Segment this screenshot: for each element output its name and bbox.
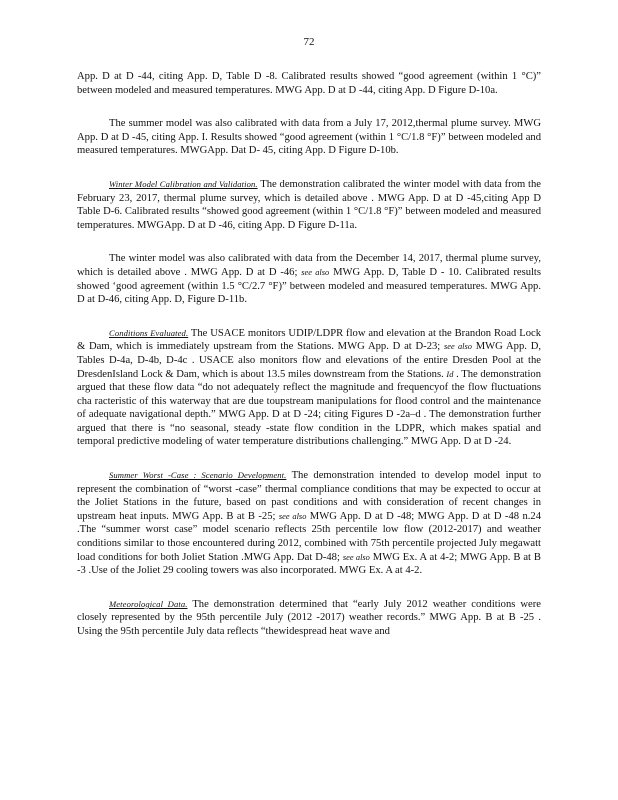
document-body — [77, 70, 541, 659]
paragraph-4 — [77, 252, 541, 306]
paragraph-5 — [77, 327, 541, 449]
citation-signal: see also — [301, 267, 330, 277]
paragraph-5-text-c: . The demonstration argued that these flow data “do not adequately reflect the magnitude and frequencyof the flow fluctuations cha racteristic of this waterway that are due toupstream manipulations for flood control and the maintenance of adequate navigational depth.” MWG App. D at D -24; citing Figures D -2a–d . The demonstration further argued that there is “no seasonal, steady -state flow condition in the LDPR, which makes spatial and temporal predictive modeling of water temperature distributions challenging.” MWG App. D at D -24. — [77, 368, 541, 448]
section-heading-winter-calibration: Winter Model Calibration and Validation. — [109, 178, 258, 189]
section-heading-meteorological: Meteorological Data. — [109, 598, 188, 609]
paragraph-6-text-b: MWG App. D at D -48; MWG App. D at D -48 n.24 .The “summer worst case” model scenario reflects 25th percentile low flow (2012-2017) and weather conditions similar to those encountered during 2012, combined with 75th percentile projected July megawatt load conditions for both Joliet Station .MWG App. Dat D-48; — [77, 510, 541, 563]
citation-signal: Id — [446, 369, 454, 379]
paragraph-7 — [77, 598, 541, 639]
paragraph-5-text-a: The USACE monitors UDIP/LDPR flow and elevation at the Brandon Road Lock & Dam, which is immediately upstream from the Stations. MWG App. D at D-23; — [77, 327, 541, 353]
paragraph-6-text-c: MWG Ex. A at 4-2; MWG App. B at B -3 .Use of the Joliet 29 cooling towers was also incorporated. MWG Ex. A at 4-2. — [77, 551, 541, 577]
page-number: 72 — [303, 36, 315, 48]
paragraph-5-text-b: MWG App. D, Tables D-4a, D-4b, D-4c . USACE also monitors flow and elevations of the entire Dresden Pool at the DresdenIsland Lock & Dam, which is about 13.5 miles downstream from the Stations. — [77, 341, 542, 380]
section-heading-worst-case: Summer Worst -Case : Scenario Development. — [109, 470, 287, 481]
paragraph-4-text-a: The winter model was also calibrated with data from the December 14, 2017, thermal plume survey, which is detailed above . MWG App. D at D -46; — [77, 253, 541, 278]
citation-signal: see also — [342, 552, 370, 562]
paragraph-1: App. D at D -44, citing App. D, Table D -8. Calibrated results showed “good agreement (within 1 °C)” between modeled and measured temperatures. MWG App. D at D -44, citing App. D Figure D-10a. — [77, 71, 541, 96]
paragraph-3 — [77, 178, 541, 232]
paragraph-7-text: The demonstration determined that “early July 2012 weather conditions were closely represented by the 95th percentile July (2012 -2017) weather records.” MWG App. B at B -25 . Using the 95th percentile July data reflects “thewidespread heat wave and — [77, 598, 541, 637]
citation-signal: see also — [278, 511, 307, 521]
paragraph-4-text-b: MWG App. D, Table D - 10. Calibrated results showed ‘good agreement (within 1.5 °C/2.7 °F)” between modeled and measured temperatures. MWG App. D at D-46, citing App. D, Figure D-11b. — [77, 266, 541, 306]
paragraph-3-text: The demonstration calibrated the winter model with data from the February 23, 2017, thermal plume survey, which is detailed above . MWG App. D at D -45,citing App D Table D-6. Calibrated results “showed good agreement (within 1 °C/1.8 °F)” between modeled and measured temperatures. MWGApp. D at D -46, citing App. D Figure D-11a. — [77, 178, 541, 231]
paragraph-6 — [77, 469, 541, 578]
section-heading-conditions: Conditions Evaluated. — [109, 327, 189, 338]
paragraph-6-text-a: The demonstration intended to develop model input to represent the combination of “worst -case” thermal compliance conditions that may be expected to occur at the Joliet Stations in the future, based on past conditions and with consideration of recent changes in upstream heat inputs. MWG App. B at B -25; — [77, 470, 541, 522]
citation-signal: see also — [444, 342, 472, 352]
paragraph-2: The summer model was also calibrated with data from a July 17, 2012,thermal plume survey. MWG App. D at D -45, citing App. I. Results showed “good agreement (within 1 °C/1.8 °F)” between modeled and measured temperatures. MWGApp. Dat D- 45, citing App. D Figure D-10b. — [77, 118, 541, 157]
